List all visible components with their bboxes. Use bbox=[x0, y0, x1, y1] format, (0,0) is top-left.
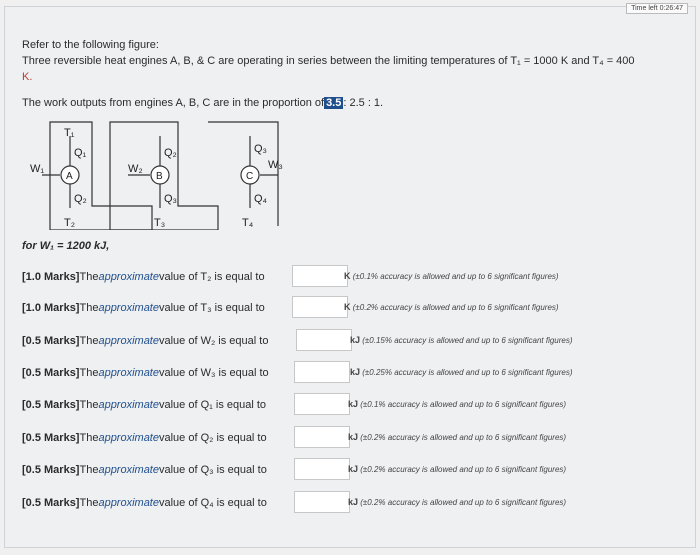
question-row bbox=[22, 460, 267, 480]
answer-input[interactable] bbox=[294, 361, 350, 383]
ratio-prefix: The work outputs from engines A, B, C are in the proportion of bbox=[22, 97, 325, 109]
question-marks: [0.5 Marks] bbox=[22, 335, 80, 347]
answer-unit: kJ bbox=[348, 497, 359, 507]
answer-unit: kJ bbox=[348, 464, 359, 474]
question-text: The bbox=[79, 432, 99, 444]
answer-unit: kJ bbox=[350, 367, 361, 377]
answer-unit-note bbox=[344, 302, 559, 312]
question-row bbox=[22, 298, 265, 318]
question-row bbox=[22, 428, 267, 448]
answer-unit: kJ bbox=[348, 399, 359, 409]
question-text: The bbox=[79, 497, 99, 509]
accuracy-note: (±0.15% accuracy is allowed and up to 6 significant figures) bbox=[362, 336, 573, 345]
question-marks: [0.5 Marks] bbox=[22, 432, 80, 444]
accuracy-note: (±0.2% accuracy is allowed and up to 6 significant figures) bbox=[352, 303, 559, 312]
answer-unit-note bbox=[348, 464, 566, 474]
question-text: The bbox=[79, 464, 99, 476]
ratio-highlight: 3.5 bbox=[326, 97, 342, 109]
label-t4: T₄ bbox=[242, 217, 254, 229]
label-engine-a: A bbox=[66, 171, 73, 182]
question-marks: [1.0 Marks] bbox=[22, 271, 80, 283]
question-marks: [0.5 Marks] bbox=[22, 399, 80, 411]
question-text: value of T₃ is equal to bbox=[159, 302, 265, 314]
label-t3: T₃ bbox=[154, 217, 166, 229]
answer-unit-note bbox=[344, 271, 559, 281]
question-row bbox=[22, 363, 269, 383]
label-q1: Q₁ bbox=[74, 147, 87, 159]
problem-text-cont: K. bbox=[22, 71, 33, 83]
question-text: value of W₂ is equal to bbox=[159, 335, 269, 347]
answer-unit-note bbox=[348, 432, 566, 442]
answer-input[interactable] bbox=[294, 426, 350, 448]
answer-unit: K bbox=[344, 302, 351, 312]
question-row bbox=[22, 331, 268, 351]
answer-unit-note bbox=[350, 335, 573, 345]
label-q2-in: Q₂ bbox=[164, 147, 177, 159]
question-text: The bbox=[79, 367, 99, 379]
ratio-text bbox=[22, 96, 383, 110]
question-text: value of W₃ is equal to bbox=[159, 367, 269, 379]
question-row bbox=[22, 493, 267, 513]
question-text: value of Q₂ is equal to bbox=[159, 432, 267, 444]
label-q4: Q₄ bbox=[254, 193, 268, 205]
question-approx: approximate bbox=[98, 302, 159, 314]
answer-unit-note bbox=[350, 367, 573, 377]
accuracy-note: (±0.2% accuracy is allowed and up to 6 significant figures) bbox=[360, 433, 567, 442]
question-row bbox=[22, 267, 265, 287]
question-text: value of T₂ is equal to bbox=[159, 271, 265, 283]
heat-engine-diagram bbox=[28, 118, 290, 230]
answer-unit: K bbox=[344, 271, 351, 281]
question-approx: approximate bbox=[98, 497, 159, 509]
question-text: value of Q₁ is equal to bbox=[159, 399, 267, 411]
question-approx: approximate bbox=[98, 464, 159, 476]
given-w1: for W₁ = 1200 kJ, bbox=[22, 240, 110, 252]
label-t2: T₂ bbox=[64, 217, 75, 229]
question-marks: [0.5 Marks] bbox=[22, 497, 80, 509]
question-text: The bbox=[79, 271, 99, 283]
label-w2: W₂ bbox=[128, 163, 143, 175]
label-t1: T₁ bbox=[64, 127, 75, 139]
accuracy-note: (±0.1% accuracy is allowed and up to 6 significant figures) bbox=[352, 272, 559, 281]
timer: Time left 0:26:47 bbox=[626, 3, 688, 14]
problem-text: Three reversible heat engines A, B, & C are operating in series between the limiting temperatures of T₁ = 1000 K and T₄ = 400 bbox=[22, 55, 635, 67]
answer-unit: kJ bbox=[348, 432, 359, 442]
answer-unit-note bbox=[348, 399, 566, 409]
question-approx: approximate bbox=[98, 432, 159, 444]
label-engine-c: C bbox=[246, 171, 254, 182]
answer-input[interactable] bbox=[294, 491, 350, 513]
answer-input[interactable] bbox=[294, 393, 350, 415]
question-text: The bbox=[79, 302, 99, 314]
answer-unit-note bbox=[348, 497, 566, 507]
question-text: value of Q₃ is equal to bbox=[159, 464, 267, 476]
intro-text: Refer to the following figure: bbox=[22, 39, 159, 51]
question-marks: [1.0 Marks] bbox=[22, 302, 80, 314]
question-approx: approximate bbox=[98, 399, 159, 411]
label-q2-out: Q₂ bbox=[74, 193, 87, 205]
answer-unit: kJ bbox=[350, 335, 361, 345]
ratio-suffix: : 2.5 : 1. bbox=[343, 97, 384, 109]
question-text: The bbox=[79, 335, 99, 347]
question-text: The bbox=[79, 399, 99, 411]
label-engine-b: B bbox=[156, 171, 163, 182]
question-approx: approximate bbox=[98, 367, 159, 379]
question-approx: approximate bbox=[98, 335, 159, 347]
accuracy-note: (±0.25% accuracy is allowed and up to 6 significant figures) bbox=[362, 368, 573, 377]
answer-input[interactable] bbox=[292, 265, 348, 287]
answer-input[interactable] bbox=[292, 296, 348, 318]
label-q3-in: Q₃ bbox=[254, 143, 268, 155]
question-text: value of Q₄ is equal to bbox=[159, 497, 267, 509]
label-w1: W₁ bbox=[30, 163, 45, 175]
accuracy-note: (±0.2% accuracy is allowed and up to 6 significant figures) bbox=[360, 465, 567, 474]
answer-input[interactable] bbox=[294, 458, 350, 480]
question-marks: [0.5 Marks] bbox=[22, 367, 80, 379]
question-marks: [0.5 Marks] bbox=[22, 464, 80, 476]
accuracy-note: (±0.1% accuracy is allowed and up to 6 significant figures) bbox=[360, 400, 567, 409]
question-row bbox=[22, 395, 266, 415]
accuracy-note: (±0.2% accuracy is allowed and up to 6 significant figures) bbox=[360, 498, 567, 507]
label-w3: W₃ bbox=[268, 159, 283, 171]
answer-input[interactable] bbox=[296, 329, 352, 351]
question-approx: approximate bbox=[98, 271, 159, 283]
label-q3-out: Q₃ bbox=[164, 193, 178, 205]
